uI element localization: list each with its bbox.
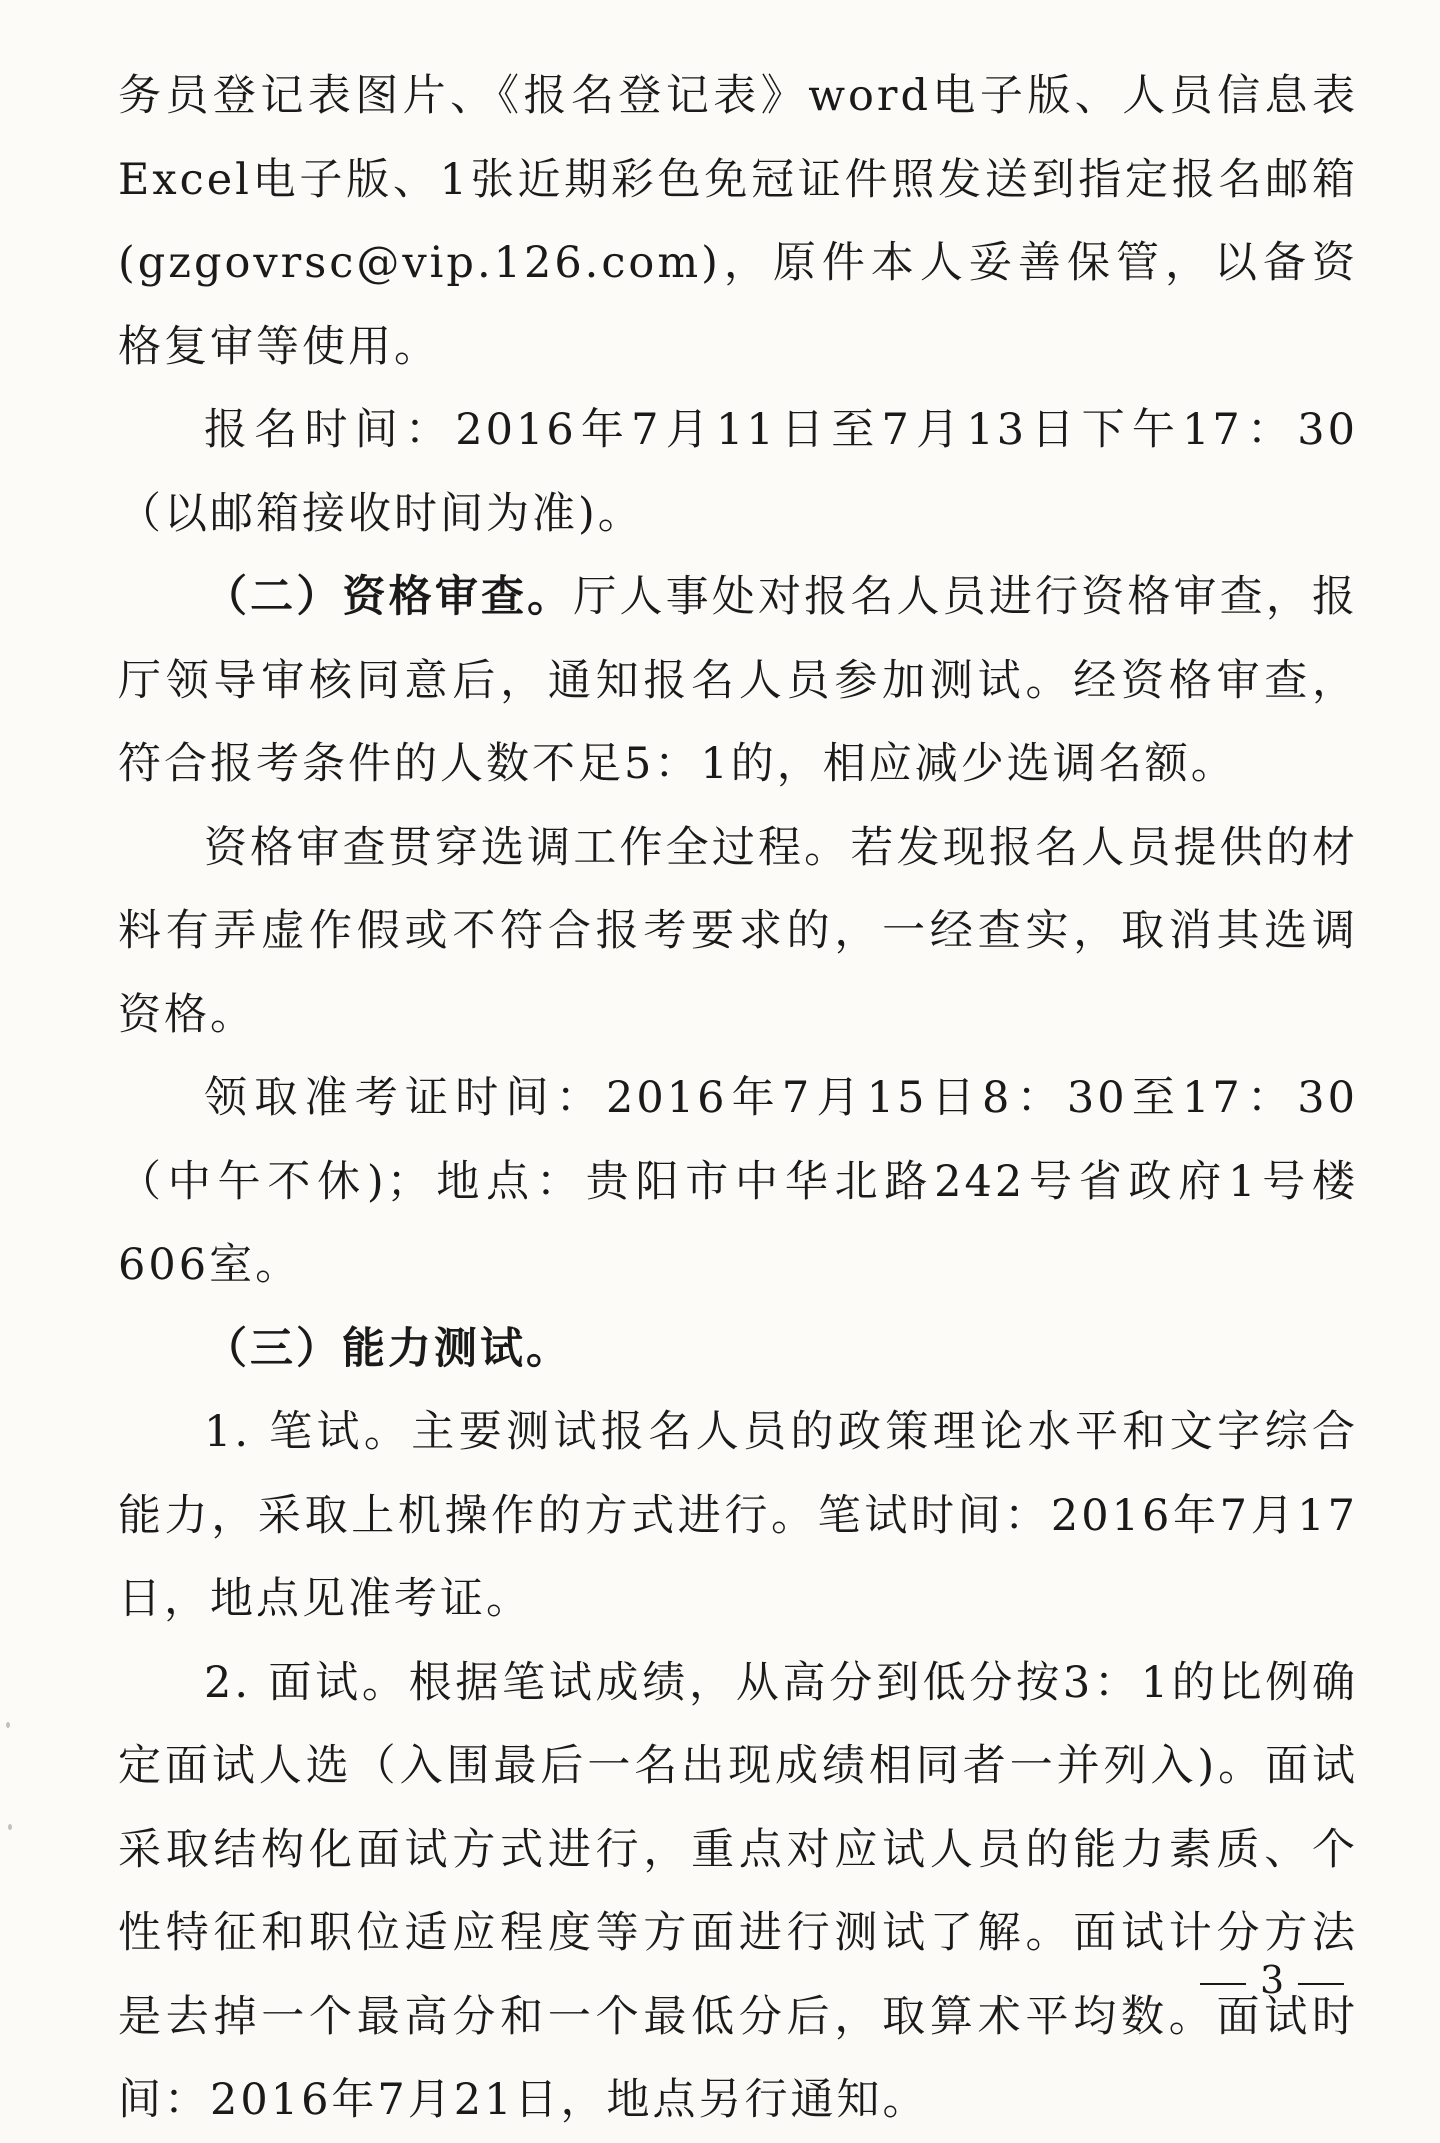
section-heading-ability-test: （三）能力测试。 — [204, 1323, 572, 1374]
page-number — [1186, 1960, 1358, 2000]
paragraph-written-test — [118, 1391, 1358, 1642]
scan-speck — [8, 1824, 12, 1830]
paragraph-text: 厅人事处对报名人员进行资格审查，报厅领导审核同意后，通知报名人员参加测试。经资格审查，符合报考条件的人数不足5：1的，相应减少选调名额。 — [118, 572, 1359, 789]
page-number-dash-right — [1298, 1983, 1344, 1985]
paragraph-text: 务员登记表图片、《报名登记表》word电子版、人员信息表Excel电子版、1张近期彩色免冠证件照发送到指定报名邮箱(gzgovrsc@vip.126.com)，原件本人妥善保管，以备资格复审等使用。 — [118, 71, 1358, 372]
scan-speck — [6, 1722, 10, 1728]
paragraph-text: 领取准考证时间：2016年7月15日8：30至17：30（中午不休)；地点：贵阳市中华北路242号省政府1号楼606室。 — [118, 1073, 1358, 1290]
paragraph-interview — [118, 1642, 1358, 2143]
paragraph-registration-materials — [118, 55, 1358, 389]
document-body — [118, 55, 1358, 2143]
paragraph-ability-test — [118, 1308, 1358, 1392]
paragraph-registration-time — [118, 389, 1358, 556]
paragraph-qualification-review — [118, 556, 1358, 807]
section-heading-qualification-review: （二）资格审查。 — [204, 572, 574, 622]
paragraph-text: 报名时间：2016年7月11日至7月13日下午17：30（以邮箱接收时间为准)。 — [118, 405, 1358, 539]
paragraph-text: 2. 面试。根据笔试成绩，从高分到低分按3：1的比例确定面试人选（入围最后一名出现成绩相同者一并列入)。面试采取结构化面试方式进行，重点对应试人员的能力素质、个性特征和职位适应程度等方面进行测试了解。面试计分方法是去掉一个最高分和一个最低分后，取算术平均数。面试时间：2016年7月21日，地点另行通知。 — [118, 1657, 1358, 2125]
page-number-dash-left — [1200, 1983, 1246, 1985]
paragraph-text: 1. 笔试。主要测试报名人员的政策理论水平和文字综合能力，采取上机操作的方式进行。笔试时间：2016年7月17日，地点见准考证。 — [118, 1407, 1358, 1624]
paragraph-admission-ticket — [118, 1057, 1358, 1308]
paragraph-text: 资格审查贯穿选调工作全过程。若发现报名人员提供的材料有弄虚作假或不符合报考要求的，一经查实，取消其选调资格。 — [118, 822, 1358, 1040]
page-number-value: 3 — [1260, 1958, 1285, 2002]
paragraph-review-throughout — [118, 807, 1358, 1058]
